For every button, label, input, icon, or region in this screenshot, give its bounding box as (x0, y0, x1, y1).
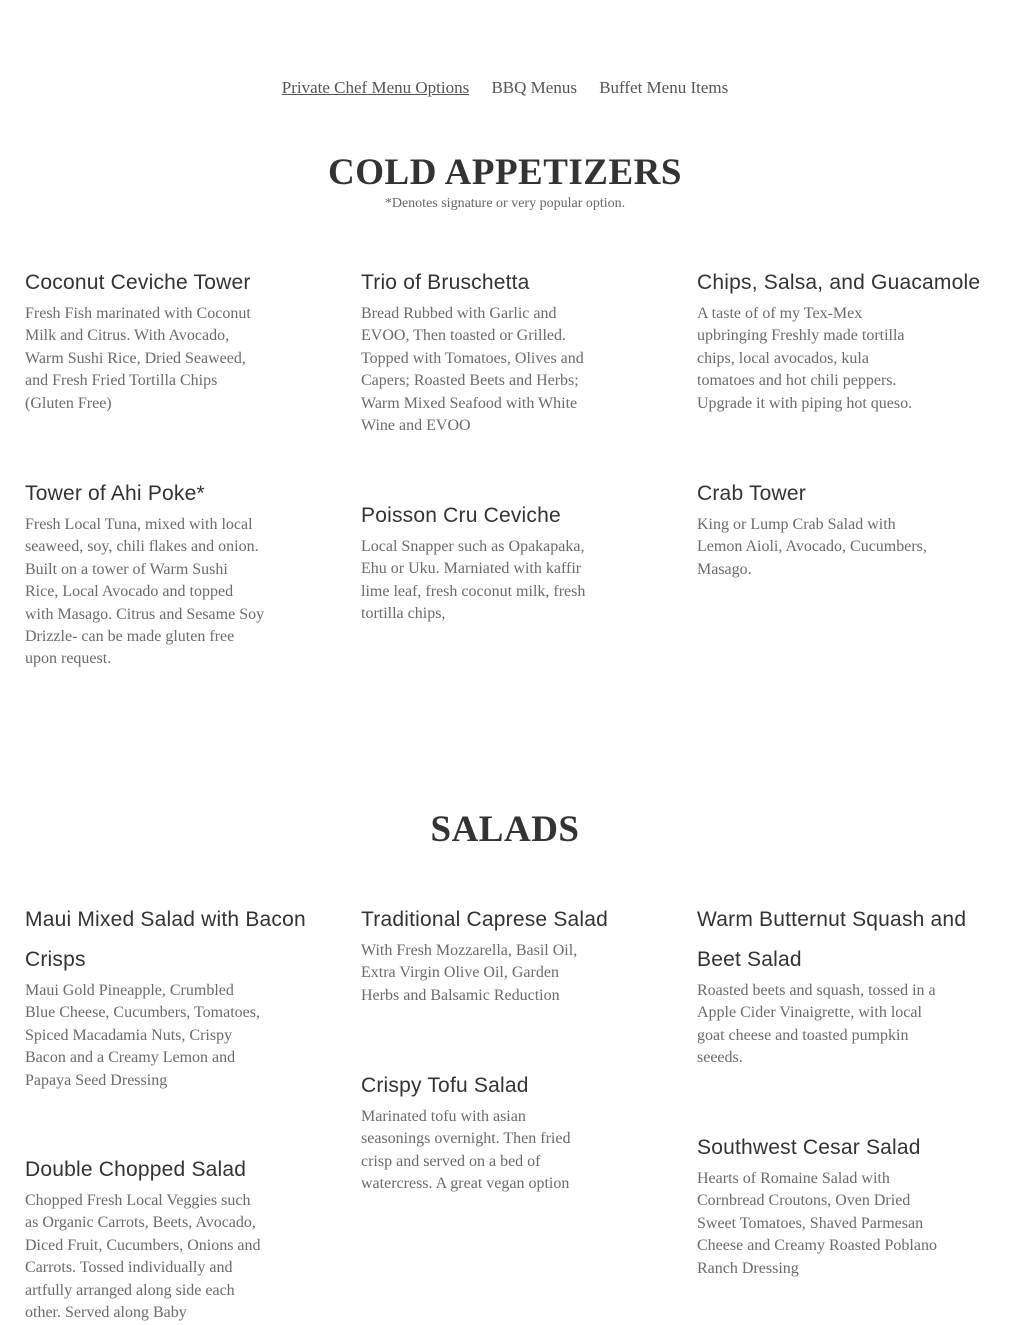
menu-item-description: Bread Rubbed with Garlic and EVOO, Then toasted or Grilled. Topped with Tomatoes, Olives and Capers; Roasted Beets and Herbs; Warm Mixed Seafood with White Wine and EVOO (361, 305, 584, 435)
menu-item-description: Roasted beets and squash, tossed in a Apple Cider Vinaigrette, with local goat cheese and toasted pumpkin seeeds. (697, 982, 936, 1067)
menu-item-title: Trio of Bruschetta (361, 271, 530, 294)
cold-appetizers-title: COLD APPETIZERS (328, 152, 682, 193)
menu-item-description: Fresh Fish marinated with Coconut Milk and Citrus. With Avocado, Warm Sushi Rice, Dried Seaweed, and Fresh Fried Tortilla Chips (Gluten Free) (25, 305, 251, 412)
menu-item-description: Marinated tofu with asian seasonings overnight. Then fried crisp and served on a bed of watercress. A great vegan option (361, 1108, 571, 1193)
menu-item-description: Maui Gold Pineapple, Crumbled Blue Cheese, Cucumbers, Tomatoes, Spiced Macadamia Nuts, Crispy Bacon and a Creamy Lemon and Papaya Seed Dressing (25, 982, 260, 1089)
menu-item-crispy-tofu-salad (361, 1066, 661, 1196)
menu-item-title: Crispy Tofu Salad (361, 1074, 529, 1097)
menu-item-description: Chopped Fresh Local Veggies such as Organic Carrots, Beets, Avocado, Diced Fruit, Cucumbers, Onions and Carrots. Tossed individually and artfully arranged along side each other. Served along Baby (25, 1192, 261, 1322)
menu-item-title: Maui Mixed Salad with Bacon Crisps (25, 908, 306, 971)
salads-title: SALADS (430, 809, 580, 850)
menu-item-chips-salsa-guacamole (697, 263, 997, 415)
menu-item-tower-of-ahi-poke (25, 474, 325, 671)
menu-item-description: Local Snapper such as Opakapaka, Ehu or Uku. Marniated with kaffir lime leaf, fresh coconut milk, fresh tortilla chips, (361, 538, 586, 623)
menu-item-coconut-ceviche-tower (25, 263, 325, 415)
menu-item-title: Warm Butternut Squash and Beet Salad (697, 908, 967, 971)
menu-item-title: Chips, Salsa, and Guacamole (697, 271, 981, 294)
menu-item-maui-mixed-salad (25, 900, 325, 1092)
menu-item-poisson-cru-ceviche (361, 496, 661, 626)
menu-item-description: Fresh Local Tuna, mixed with local seaweed, soy, chili flakes and onion. Built on a tower of Warm Sushi Rice, Local Avocado and topped with Masago. Citrus and Sesame Soy Drizzle- can be made gluten free upon request. (25, 516, 265, 668)
menu-item-description: King or Lump Crab Salad with Lemon Aioli, Avocado, Cucumbers, Masago. (697, 516, 927, 578)
menu-item-crab-tower (697, 474, 997, 581)
menu-item-title: Tower of Ahi Poke* (25, 482, 205, 505)
signature-note: *Denotes signature or very popular option. (384, 196, 626, 211)
menu-item-trio-of-bruschetta (361, 263, 661, 437)
menu-item-description: A taste of of my Tex-Mex upbringing Freshly made tortilla chips, local avocados, kula tomatoes and hot chili peppers. Upgrade it with piping hot queso. (697, 305, 913, 412)
menu-item-title: Coconut Ceviche Tower (25, 271, 251, 294)
menu-item-description: Hearts of Romaine Salad with Cornbread Croutons, Oven Dried Sweet Tomatoes, Shaved Parmesan Cheese and Creamy Roasted Poblano Ranch Dressing (697, 1170, 937, 1277)
menu-item-southwest-cesar-salad (697, 1128, 997, 1280)
menu-item-warm-butternut-squash-beet-salad (697, 900, 997, 1070)
menu-item-traditional-caprese-salad (361, 900, 661, 1007)
nav-buffet-menu-items[interactable]: Buffet Menu Items (599, 78, 729, 97)
menu-item-title: Double Chopped Salad (25, 1158, 247, 1181)
menu-item-title: Poisson Cru Ceviche (361, 504, 561, 527)
menu-nav (0, 78, 1010, 98)
menu-item-description: With Fresh Mozzarella, Basil Oil, Extra Virgin Olive Oil, Garden Herbs and Balsamic Reduction (361, 942, 578, 1004)
nav-bbq-menus[interactable]: BBQ Menus (491, 78, 577, 97)
menu-item-title: Southwest Cesar Salad (697, 1136, 921, 1159)
menu-item-double-chopped-salad (25, 1150, 325, 1324)
menu-item-title: Traditional Caprese Salad (361, 908, 609, 931)
nav-private-chef-menu-options[interactable]: Private Chef Menu Options (281, 78, 470, 97)
menu-item-title: Crab Tower (697, 482, 806, 505)
